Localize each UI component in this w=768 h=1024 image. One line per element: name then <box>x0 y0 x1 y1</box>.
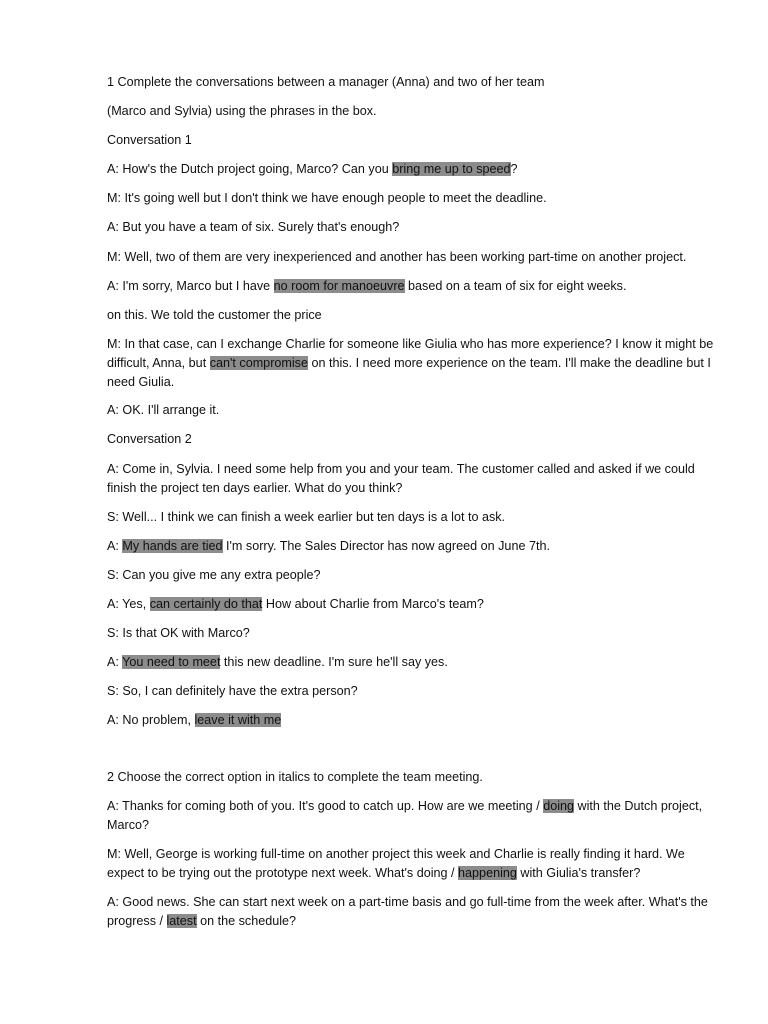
highlighted-answer: doing <box>543 799 575 813</box>
conv2-line-9 <box>107 711 722 730</box>
text: ? <box>510 162 518 176</box>
conversation1-heading: Conversation 1 <box>107 133 192 147</box>
ex2-line-1 <box>107 797 722 835</box>
ex2-line-3 <box>107 893 722 931</box>
exercise1-instruction-line2: (Marco and Sylvia) using the phrases in the box. <box>107 104 377 118</box>
text: A: Yes, <box>107 597 150 611</box>
conv2-line-5 <box>107 595 722 614</box>
text: A: I'm sorry, Marco but I have <box>107 279 274 293</box>
text: A: Good news. She can start next week on a part-time basis and go full-time from the week after. What's the progress / <box>107 895 708 928</box>
text: A: How's the Dutch project going, Marco? Can you <box>107 162 393 176</box>
conv2-line-1: A: Come in, Sylvia. I need some help from you and your team. The customer called and asked if we could finish the project ten days earlier. What do you think? <box>107 462 695 495</box>
highlighted-answer: no room for manoeuvre <box>273 279 405 293</box>
conv2-line-8: S: So, I can definitely have the extra person? <box>107 684 358 698</box>
highlighted-answer: latest <box>166 914 197 928</box>
conv1-line-2: M: It's going well but I don't think we have enough people to meet the deadline. <box>107 191 547 205</box>
conv1-line-7 <box>107 335 722 392</box>
text: How about Charlie from Marco's team? <box>262 597 484 611</box>
text: with the Dutch project, Marco? <box>107 799 703 832</box>
conv1-line-3: A: But you have a team of six. Surely that's enough? <box>107 220 400 234</box>
highlighted-answer: bring me up to speed <box>392 162 511 176</box>
conv2-line-2: S: Well... I think we can finish a week earlier but ten days is a lot to ask. <box>107 510 506 524</box>
conv2-line-3 <box>107 537 722 556</box>
conv2-line-6: S: Is that OK with Marco? <box>107 626 250 640</box>
text: I'm sorry. The Sales Director has now agreed on June 7th. <box>222 539 550 553</box>
text: based on a team of six for eight weeks. <box>404 279 627 293</box>
text: M: In that case, can I exchange Charlie for someone like Giulia who has more experience? I know it might be difficult, Anna, but <box>107 337 714 370</box>
text: A: <box>107 655 123 669</box>
text: A: Thanks for coming both of you. It's good to catch up. How are we meeting / <box>107 799 544 813</box>
highlighted-answer: happening <box>458 866 517 880</box>
conv2-line-7 <box>107 653 722 672</box>
conv1-line-8: A: OK. I'll arrange it. <box>107 403 220 417</box>
conv1-line-4: M: Well, two of them are very inexperienced and another has been working part-time on another project. <box>107 250 687 264</box>
text: A: No problem, <box>107 713 195 727</box>
highlighted-answer: My hands are tied <box>122 539 223 553</box>
conv2-line-4: S: Can you give me any extra people? <box>107 568 321 582</box>
text: M: Well, George is working full-time on another project this week and Charlie is really finding it hard. We expect to be trying out the prototype next week. What's doing / <box>107 847 685 880</box>
text: with Giulia's transfer? <box>516 866 641 880</box>
ex2-line-2 <box>107 845 722 883</box>
exercise2-instruction: 2 Choose the correct option in italics to complete the team meeting. <box>107 770 483 784</box>
text: A: <box>107 539 123 553</box>
highlighted-answer: leave it with me <box>194 713 282 727</box>
conv1-line-6: on this. We told the customer the price <box>107 308 322 322</box>
highlighted-answer: can't compromise <box>209 356 308 370</box>
highlighted-answer: can certainly do that <box>149 597 263 611</box>
conv1-line-1 <box>107 160 722 179</box>
text: on this. I need more experience on the team. I'll make the deadline but I need Giulia. <box>107 356 711 389</box>
highlighted-answer: You need to meet <box>122 655 221 669</box>
conversation2-heading: Conversation 2 <box>107 432 192 446</box>
conv1-line-5 <box>107 277 722 296</box>
exercise1-instruction-line1: 1 Complete the conversations between a manager (Anna) and two of her team <box>107 75 545 89</box>
text: on the schedule? <box>196 914 297 928</box>
text: this new deadline. I'm sure he'll say yes. <box>220 655 448 669</box>
